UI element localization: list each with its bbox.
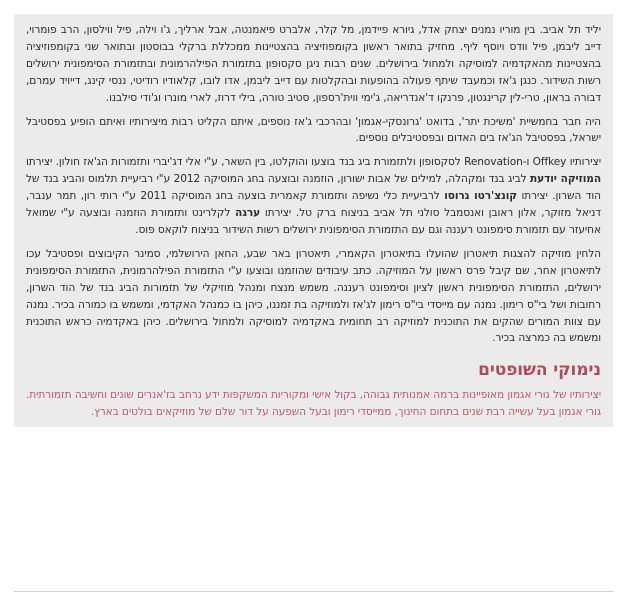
p3-text-f: לקלרינט ותזמורת הוזמנה ובוצעה ע"י שמואל אחיעזר עם תזמורת סימפונט רעננה וגם עם התזמורת הסימפונית ירושלים רשות השידור בניצוח לוקאס פוס.: [26, 207, 601, 236]
work-title-music-knows: המוזיקה יודעת: [530, 173, 601, 186]
bottom-divider: [14, 591, 613, 592]
work-title-renovation: Renovation: [464, 156, 523, 169]
work-title-offkey: Offkey: [532, 156, 567, 169]
p3-text-e: לרביעיית כלי נשיפה ותזמורת קאמרית בוצעה בחג המוסיקה 2011 ע"י רותי רון, תמר ענבר, דניאל מזוקר, אלון ראובן ואנסמבל סולני תל אביב בניצוח ברק טל. יצירתו: [26, 190, 601, 220]
bio-paragraph-4: הלחין מוזיקה להצגות תיאטרון שהועלו בתיאטרון הקאמרי, תיאטרון באר שבע, החאן הירושלמי, סמינר הקיבוצים ופסטיבל עכו לתיאטרון אחר, שם קיבל פרס ראשון על המוזיקה. כתב עיבודים שהוזמנו ובוצעו ע"י התזמורת הפילהרמונית, התזמורת הסימפונית ירושלים, התזמורת הסימפונית ראשון לציון וסימפונט רעננה. משמש מנצח ומנהל מוזיקלי של תזמורות הביג בנד של הוד השרון, רחובות ושל בי"ס רימון. נמנה עם מייסדי בי"ס רימון לג'אז ולמוזיקה בת זמננו, כיהן בו כמנהל האקדמי, ומשמש בו כמורה בכיר. נמנה עם צוות המורים שהקים את התוכנית למוזיקה רב תחומית באקדמיה למוסיקה ולמחול בירושלים. כיהן באקדמיה כראש התוכנית ומשמש בה כמרצה בכיר.: [26, 247, 601, 345]
p3-text-d: לביג בנד ומקהלה, למילים של אבות ישורון, הוזמנה ובוצעה בחג המוסיקה 2012 ע"י רביעיית תלמוס והביג בנד של הוד השרון. יצירתו: [26, 173, 601, 203]
p3-text-a: יצירותיו: [566, 156, 601, 169]
p3-text-b: ו-: [522, 156, 533, 169]
work-title-concerto-grosso: קונצ'רטו גרוסו: [444, 190, 517, 203]
judges-reasoning-text: יצירותיו של גורי אגמון מאופיינות ברמה אמנותית גבוהה, בקול אישי ומקוריות המשקפות ידע נרחב בז'אנרים שונים וחשיבה תזמורתית. גורי אגמון בעל עשייה רבת שנים בתחום החינוך, ממייסדי רימון ובעל השפעה על דור שלם של מוזיקאים בולטים בארץ.: [26, 389, 601, 419]
bio-paragraph-2: היה חבר בחמשיית 'משיכת יתר', בדואט 'גרונסקי-אגמון' ובהרכבי ג'אז נוספים, איתם הקליט רבות מיצירותיו ואיתם הופיע בפסטיבל ישראל, בפסטיבל הג'אז בים האדום ובפסטיבלים נוספים.: [26, 115, 601, 145]
bio-panel: [14, 14, 613, 427]
p3-text-c: לסקסופון ולתזמורת ביג בנד בוצעו והוקלטו, בין השאר, ע"י אלי דג'יברי ותזמורות הג'אז חולון. יצירתו: [26, 156, 465, 169]
bio-paragraph-1: יליד תל אביב. בין מוריו נמנים יצחק אדל, גיורא פיידמן, מל קלר, אלברט פיאמנטה, אבל ארליך, ג'ו וילה, פיל ווילסון, הרב פומרוי, דייב ליבמן, פיל וודס ויוסף ליף. מחזיק בתואר ראשון בקומפוזיציה בהצטיינות ממכללת ברקלי בבוסטון ובתואר שני בקומפוזיציה בהצטיינות מהאקדמיה למוסיקה ולמחול בירושלים. שנים רבות ניגן סקסופון בתזמורת הפילהרמונית ובתזמורת הסימפונית ירושלים רשות השידור. כנגן ג'אז וכמעבד שיתף פעולה בהופעות ובהקלטות עם דייב ליבמן, אדו לובו, קלאודיו רודיטי, ננסי קינג, דייויד עמרם, דבורה בראון, טרי-לין קרינגטון, פרנקו ד'אנדריאה, ג'ימי ווית'רספון, סטיב טורה, בילי דרוז, לארי מונרו וג'ודי סילבנו.: [26, 24, 601, 104]
work-title-longing: ערגה: [235, 207, 261, 220]
judges-section-title: נימוקי השופטים: [478, 360, 601, 381]
bio-paragraph-3: [26, 154, 601, 239]
